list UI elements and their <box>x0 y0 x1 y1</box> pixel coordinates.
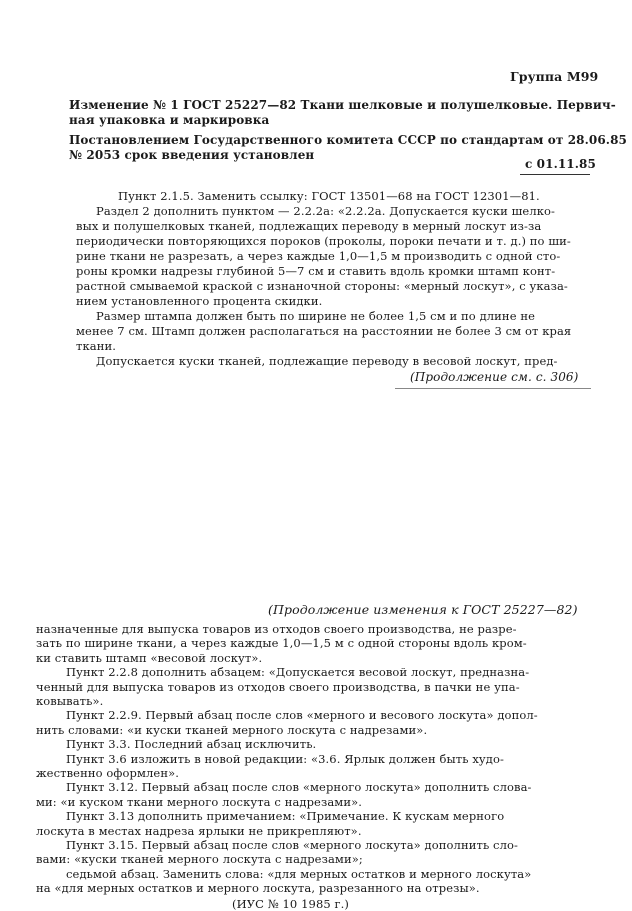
bottom-body-line: ченный для выпуска товаров из отходов своего производства, в пачки не упа- <box>36 679 520 694</box>
decree-line-2: № 2053 срок введения установлен <box>69 148 315 162</box>
top-body-line: Пункт 2.1.5. Заменить ссылку: ГОСТ 13501—68 на ГОСТ 12301—81. <box>118 189 540 203</box>
bottom-body-line: вами: «куски тканей мерного лоскута с надрезами»; <box>36 852 363 867</box>
top-body-line: периодически повторяющихся пороков (проколы, пороки печати и т. д.) по ши- <box>76 234 571 248</box>
bottom-body-line: ки ставить штамп «весовой лоскут». <box>36 650 263 665</box>
continued-note-underline <box>395 388 591 389</box>
bottom-body-line: Пункт 3.15. Первый абзац после слов «мерного лоскута» дополнить сло- <box>66 838 519 852</box>
bottom-body-line: Пункт 3.6 изложить в новой редакции: «3.6. Ярлык должен быть худо- <box>66 751 504 766</box>
effective-date: с 01.11.85 <box>525 157 596 171</box>
change-title-line-2: ная упаковка и маркировка <box>69 113 270 127</box>
top-body-line: рине ткани не разрезать, а через каждые 1,0—1,5 м производить с одной сто- <box>76 249 561 263</box>
decree-line-1: Постановлением Государственного комитета СССР по стандартам от 28.06.85 <box>69 133 627 147</box>
bottom-body-line: зать по ширине ткани, а через каждые 1,0—1,5 м с одной стороны вдоль кром- <box>36 636 527 651</box>
bottom-body-line: назначенные для выпуска товаров из отходов своего производства, не разре- <box>36 622 517 636</box>
bottom-body-line: Пункт 3.3. Последний абзац исключить. <box>66 737 317 752</box>
bottom-body-line: седьмой абзац. Заменить слова: «для мерных остатков и мерного лоскута» <box>66 866 532 881</box>
effective-date-underline <box>520 174 590 175</box>
bottom-body-line: Пункт 3.12. Первый абзац после слов «мерного лоскута» дополнить слова- <box>66 780 532 795</box>
top-body-line: Допускается куски тканей, подлежащие переводу в весовой лоскут, пред- <box>96 354 558 368</box>
bottom-body-line: Пункт 2.2.8 дополнить абзацем: «Допускается весовой лоскут, предназна- <box>66 665 530 680</box>
top-body-line: нием установленного процента скидки. <box>76 294 323 308</box>
top-body-line: менее 7 см. Штамп должен располагаться на расстоянии не более 3 см от края <box>76 324 572 338</box>
bottom-body-line: лоскута в местах надреза ярлыки не прикрепляют». <box>36 823 362 838</box>
group-label: Группа М99 <box>510 69 599 84</box>
top-body-line: роны кромки надрезы глубиной 5—7 см и ставить вдоль кромки штамп конт- <box>76 264 556 278</box>
top-body-line: ткани. <box>76 339 116 353</box>
top-body-line: Раздел 2 дополнить пунктом — 2.2.2а: «2.2.2а. Допускается куски шелко- <box>96 204 556 218</box>
continuation-header: (Продолжение изменения к ГОСТ 25227—82) <box>268 602 578 617</box>
bottom-body-line: ми: «и куском ткани мерного лоскута с надрезами». <box>36 794 362 809</box>
top-body-line: Размер штампа должен быть по ширине не более 1,5 см и по длине не <box>96 309 536 323</box>
source-reference: (ИУС № 10 1985 г.) <box>232 896 349 911</box>
bottom-body-line: жественно оформлен». <box>36 766 179 780</box>
top-body-line: вых и полушелковых тканей, подлежащих переводу в мерный лоскут из-за <box>76 219 542 233</box>
continued-note: (Продолжение см. с. 306) <box>410 370 579 384</box>
bottom-body-line: ковывать». <box>36 694 104 708</box>
bottom-body-line: Пункт 3.13 дополнить примечанием: «Примечание. К кускам мерного <box>66 809 505 824</box>
change-title-line-1: Изменение № 1 ГОСТ 25227—82 Ткани шелковые и полушелковые. Первич- <box>69 98 616 112</box>
top-body-line: растной смываемой краской с изнаночной стороны: «мерный лоскут», с указа- <box>76 279 568 293</box>
bottom-body-line: на «для мерных остатков и мерного лоскута, разрезанного на отрезы». <box>36 881 480 896</box>
bottom-body-line: Пункт 2.2.9. Первый абзац после слов «мерного и весового лоскута» допол- <box>66 708 538 723</box>
bottom-body-line: нить словами: «и куски тканей мерного лоскута с надрезами». <box>36 722 428 737</box>
